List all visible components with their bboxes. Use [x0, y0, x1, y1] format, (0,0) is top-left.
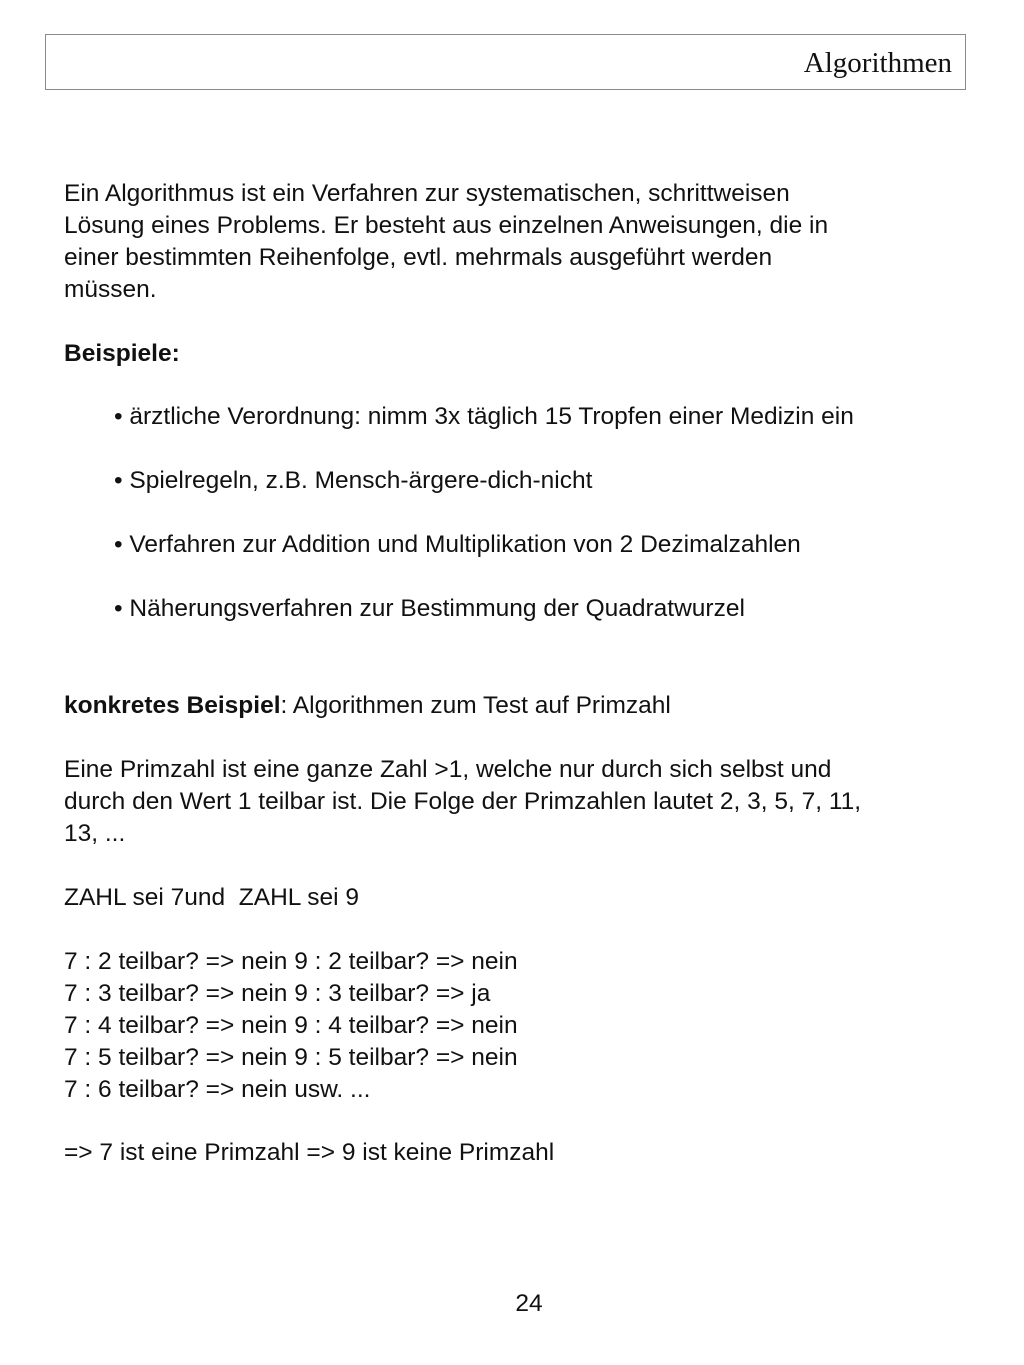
- check-line: 7 : 3 teilbar? => nein 9 : 3 teilbar? => ja: [64, 980, 491, 1007]
- check-line: 7 : 2 teilbar? => nein 9 : 2 teilbar? => nein: [64, 948, 518, 975]
- concrete-example-label: konkretes Beispiel: [64, 692, 281, 719]
- concrete-example-text: : Algorithmen zum Test auf Primzahl: [280, 692, 671, 719]
- definition-line: 13, ...: [64, 820, 126, 847]
- definition-line: durch den Wert 1 teilbar ist. Die Folge der Primzahlen lautet 2, 3, 5, 7, 11,: [64, 788, 862, 815]
- intro-line: einer bestimmten Reihenfolge, evtl. mehrmals ausgeführt werden: [64, 244, 773, 271]
- setup-line: ZAHL sei 7und ZAHL sei 9: [64, 884, 360, 911]
- intro-line: Lösung eines Problems. Er besteht aus einzelnen Anweisungen, die in: [64, 212, 829, 239]
- check-line: 7 : 5 teilbar? => nein 9 : 5 teilbar? => nein: [64, 1044, 518, 1071]
- header-box: [45, 34, 966, 90]
- example-item: • Verfahren zur Addition und Multiplikation von 2 Dezimalzahlen: [114, 531, 801, 558]
- concrete-example-heading: [64, 690, 671, 722]
- intro-line: müssen.: [64, 276, 157, 303]
- page-number: 24: [515, 1290, 543, 1317]
- example-item: • ärztliche Verordnung: nimm 3x täglich 15 Tropfen einer Medizin ein: [114, 403, 854, 430]
- intro-line: Ein Algorithmus ist ein Verfahren zur systematischen, schrittweisen: [64, 180, 790, 207]
- examples-heading: Beispiele:: [64, 340, 180, 367]
- page-title: Algorithmen: [803, 47, 952, 79]
- check-line: 7 : 4 teilbar? => nein 9 : 4 teilbar? => nein: [64, 1012, 518, 1039]
- check-line: 7 : 6 teilbar? => nein usw. ...: [64, 1076, 371, 1103]
- example-item: • Spielregeln, z.B. Mensch-ärgere-dich-nicht: [114, 467, 593, 494]
- definition-line: Eine Primzahl ist eine ganze Zahl >1, welche nur durch sich selbst und: [64, 756, 832, 783]
- conclusion-line: => 7 ist eine Primzahl => 9 ist keine Primzahl: [64, 1139, 555, 1166]
- example-item: • Näherungsverfahren zur Bestimmung der Quadratwurzel: [114, 595, 745, 622]
